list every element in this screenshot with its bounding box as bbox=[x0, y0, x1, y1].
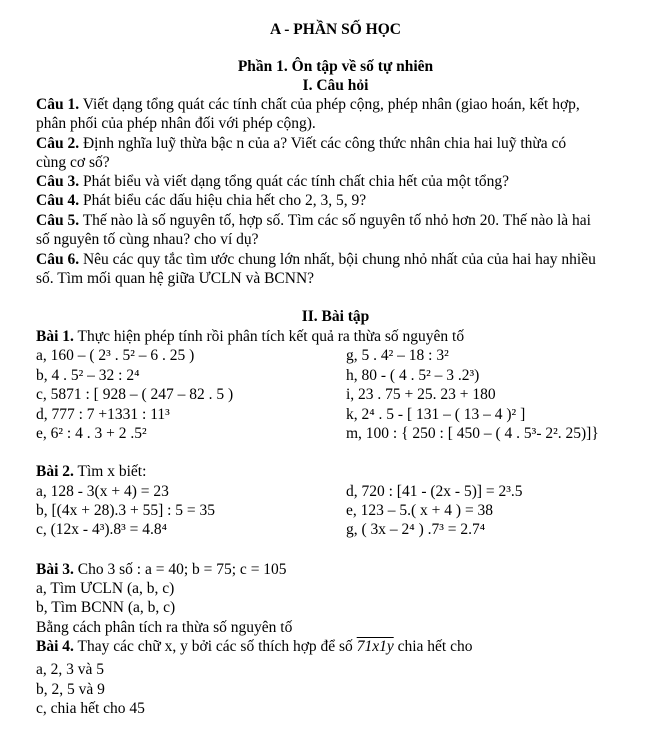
main-title: A - PHẦN SỐ HỌC bbox=[270, 21, 401, 38]
exercise-1-heading: Bài 1. Thực hiện phép tính rồi phân tích kết quả ra thừa số nguyên tố bbox=[36, 328, 465, 345]
question-5: Câu 5. Thế nào là số nguyên tố, hợp số. Tìm các số nguyên tố nhỏ hơn 20. Thế nào là hai bbox=[36, 212, 591, 229]
exercise-2-heading: Bài 2. Tìm x biết: bbox=[36, 463, 147, 480]
question-1: Câu 1. Viết dạng tổng quát các tính chất của phép cộng, phép nhân (giao hoán, kết hợp, bbox=[36, 96, 580, 113]
question-1-cont: phân phối của phép nhân đối với phép cộng). bbox=[36, 115, 316, 132]
exercise-1-item: e, 6² : 4 . 3 + 2 .5² bbox=[36, 425, 147, 442]
section-exercises-title: II. Bài tập bbox=[301, 308, 370, 325]
exercise-3-heading: Bài 3. Cho 3 số : a = 40; b = 75; c = 105 bbox=[36, 561, 287, 578]
question-5-cont: số nguyên tố cùng nhau? cho ví dụ? bbox=[36, 231, 259, 248]
exercise-2-item: e, 123 – 5.( x + 4 ) = 38 bbox=[346, 502, 494, 519]
exercise-4-item: a, 2, 3 và 5 bbox=[36, 661, 105, 678]
section-questions-title: I. Câu hỏi bbox=[302, 77, 369, 94]
exercise-3-item: a, Tìm ƯCLN (a, b, c) bbox=[36, 580, 175, 597]
exercise-3-note: Bằng cách phân tích ra thừa số nguyên tố bbox=[36, 619, 293, 636]
exercise-1-item: g, 5 . 4² – 18 : 3² bbox=[346, 347, 449, 364]
exercise-2-item: b, [(4x + 28).3 + 55] : 5 = 35 bbox=[36, 502, 216, 519]
question-2-cont: cùng cơ số? bbox=[36, 154, 110, 171]
exercise-1-item: h, 80 - ( 4 . 5² – 3 .2³) bbox=[346, 367, 480, 384]
exercise-1-item: b, 4 . 5² – 32 : 2⁴ bbox=[36, 367, 140, 384]
exercise-1-item: m, 100 : { 250 : [ 450 – ( 4 . 5³- 2². 25)]} bbox=[346, 425, 599, 442]
exercise-4-heading: Bài 4. Thay các chữ x, y bởi các số thích hợp để số 71x1y chia hết cho bbox=[36, 638, 473, 655]
exercise-1-item: i, 23 . 75 + 25. 23 + 180 bbox=[346, 386, 496, 403]
exercise-4-item: c, chia hết cho 45 bbox=[36, 700, 145, 717]
part-title: Phần 1. Ôn tập về số tự nhiên bbox=[237, 58, 434, 75]
exercise-2-item: c, (12x - 4³).8³ = 4.8⁴ bbox=[36, 521, 168, 538]
exercise-1-item: a, 160 – ( 2³ . 5² – 6 . 25 ) bbox=[36, 347, 195, 364]
question-2: Câu 2. Định nghĩa luỹ thừa bậc n của a? Viết các công thức nhân chia hai luỹ thừa có bbox=[36, 135, 567, 152]
exercise-2-item: d, 720 : [41 - (2x - 5)] = 2³.5 bbox=[346, 483, 523, 500]
question-6-cont: số. Tìm mối quan hệ giữa ƯCLN và BCNN? bbox=[36, 270, 315, 287]
question-3: Câu 3. Phát biểu và viết dạng tổng quát các tính chất chia hết của một tổng? bbox=[36, 173, 510, 190]
exercise-1-item: k, 2⁴ . 5 - [ 131 – ( 13 – 4 )² ] bbox=[346, 406, 526, 423]
question-6: Câu 6. Nêu các quy tắc tìm ước chung lớn nhất, bội chung nhỏ nhất của của hai hay nhiều bbox=[36, 251, 596, 268]
exercise-1-item: d, 777 : 7 +1331 : 11³ bbox=[36, 406, 170, 423]
exercise-3-item: b, Tìm BCNN (a, b, c) bbox=[36, 599, 176, 616]
exercise-1-item: c, 5871 : [ 928 – ( 247 – 82 . 5 ) bbox=[36, 386, 234, 403]
exercise-2-item: a, 128 - 3(x + 4) = 23 bbox=[36, 483, 169, 500]
exercise-4-item: b, 2, 5 và 9 bbox=[36, 681, 105, 698]
question-4: Câu 4. Phát biểu các dấu hiệu chia hết cho 2, 3, 5, 9? bbox=[36, 192, 367, 209]
exercise-2-item: g, ( 3x – 2⁴ ) .7³ = 2.7⁴ bbox=[346, 521, 486, 538]
overlined-number: 71x1y bbox=[356, 638, 394, 655]
